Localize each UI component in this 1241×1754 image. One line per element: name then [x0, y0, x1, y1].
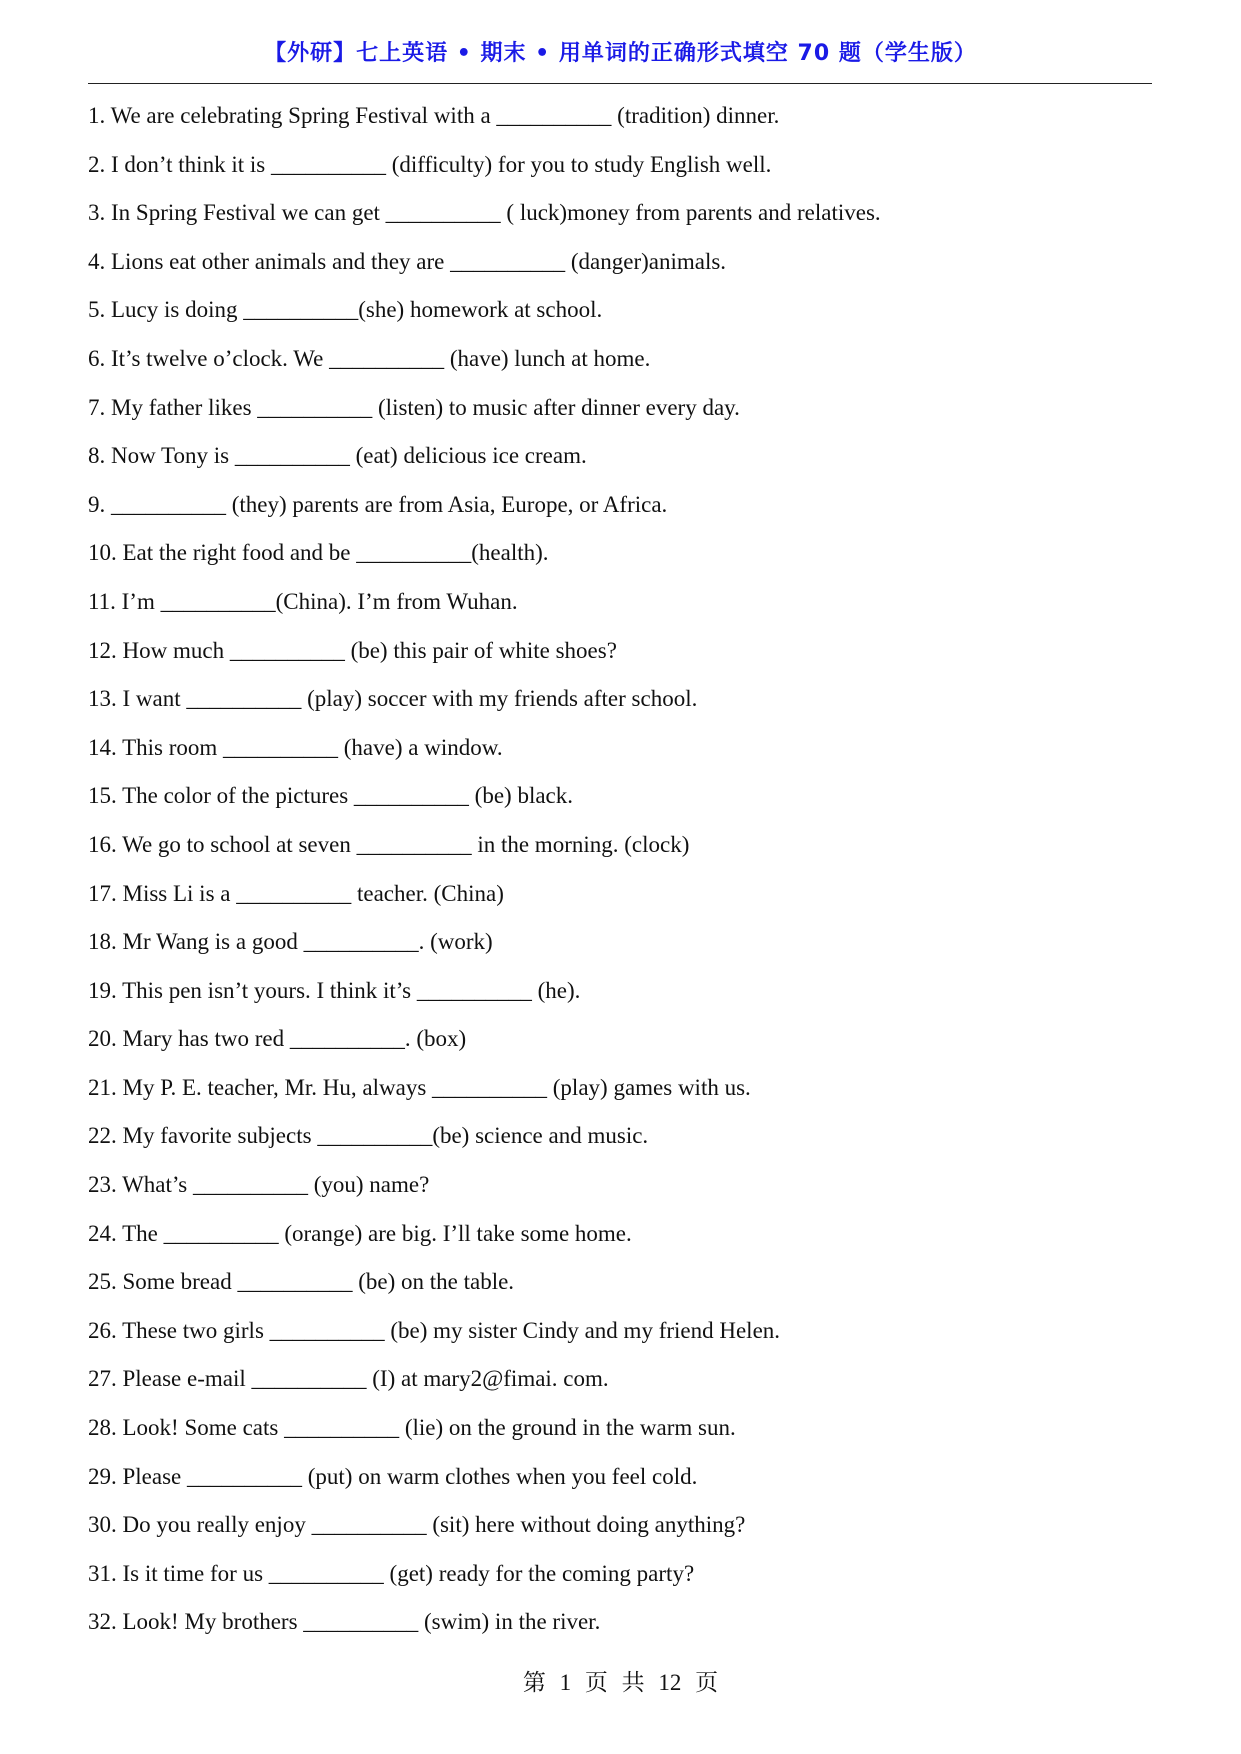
- question-item: 16. We go to school at seven __________ in the morning. (clock): [88, 831, 690, 857]
- question-item: 32. Look! My brothers __________ (swim) in the river.: [88, 1609, 601, 1635]
- question-item: 24. The __________ (orange) are big. I’ll take some home.: [88, 1220, 632, 1246]
- question-item: 11. I’m __________(China). I’m from Wuhan.: [88, 588, 518, 614]
- question-item: 25. Some bread __________ (be) on the table.: [88, 1269, 515, 1295]
- header-divider: [88, 83, 1152, 84]
- question-item: 7. My father likes __________ (listen) to music after dinner every day.: [88, 394, 740, 420]
- question-item: 13. I want __________ (play) soccer with my friends after school.: [88, 686, 698, 712]
- question-item: 26. These two girls __________ (be) my sister Cindy and my friend Helen.: [88, 1317, 781, 1343]
- question-item: 20. Mary has two red __________. (box): [88, 1026, 467, 1052]
- question-item: 8. Now Tony is __________ (eat) delicious ice cream.: [88, 443, 587, 469]
- question-item: 14. This room __________ (have) a window.: [88, 734, 503, 760]
- question-item: 30. Do you really enjoy __________ (sit) here without doing anything?: [88, 1512, 746, 1538]
- question-item: 31. Is it time for us __________ (get) ready for the coming party?: [88, 1560, 695, 1586]
- question-item: 9. __________ (they) parents are from Asia, Europe, or Africa.: [88, 491, 668, 517]
- question-item: 1. We are celebrating Spring Festival with a __________ (tradition) dinner.: [88, 103, 780, 128]
- question-item: 19. This pen isn’t yours. I think it’s __________ (he).: [88, 977, 581, 1003]
- question-item: 5. Lucy is doing __________(she) homework at school.: [88, 297, 603, 323]
- question-item: 23. What’s __________ (you) name?: [88, 1172, 430, 1198]
- question-item: 17. Miss Li is a __________ teacher. (China): [88, 880, 504, 906]
- question-item: 27. Please e-mail __________ (I) at mary2@fimai. com.: [88, 1366, 609, 1392]
- question-item: 18. Mr Wang is a good __________. (work): [88, 929, 493, 955]
- question-item: 4. Lions eat other animals and they are __________ (danger)animals.: [88, 248, 727, 274]
- question-item: 10. Eat the right food and be __________(health).: [88, 540, 549, 566]
- question-item: 28. Look! Some cats __________ (lie) on the ground in the warm sun.: [88, 1415, 736, 1441]
- question-item: 22. My favorite subjects __________(be) science and music.: [88, 1123, 649, 1149]
- question-item: 3. In Spring Festival we can get __________ ( luck)money from parents and relatives.: [88, 200, 881, 226]
- question-item: 29. Please __________ (put) on warm clothes when you feel cold.: [88, 1463, 698, 1489]
- question-item: 12. How much __________ (be) this pair of white shoes?: [88, 637, 617, 663]
- question-item: 21. My P. E. teacher, Mr. Hu, always __________ (play) games with us.: [88, 1074, 751, 1100]
- question-item: 6. It’s twelve o’clock. We __________ (have) lunch at home.: [88, 345, 651, 371]
- question-item: 2. I don’t think it is __________ (difficulty) for you to study English well.: [88, 151, 772, 177]
- question-item: 15. The color of the pictures __________ (be) black.: [88, 783, 573, 809]
- page-header-title: 【外研】七上英语 • 期末 • 用单词的正确形式填空 70 题（学生版）: [264, 41, 977, 66]
- question-list: [88, 92, 1152, 1647]
- page-footer: 第 1 页 共 12 页: [522, 1670, 719, 1695]
